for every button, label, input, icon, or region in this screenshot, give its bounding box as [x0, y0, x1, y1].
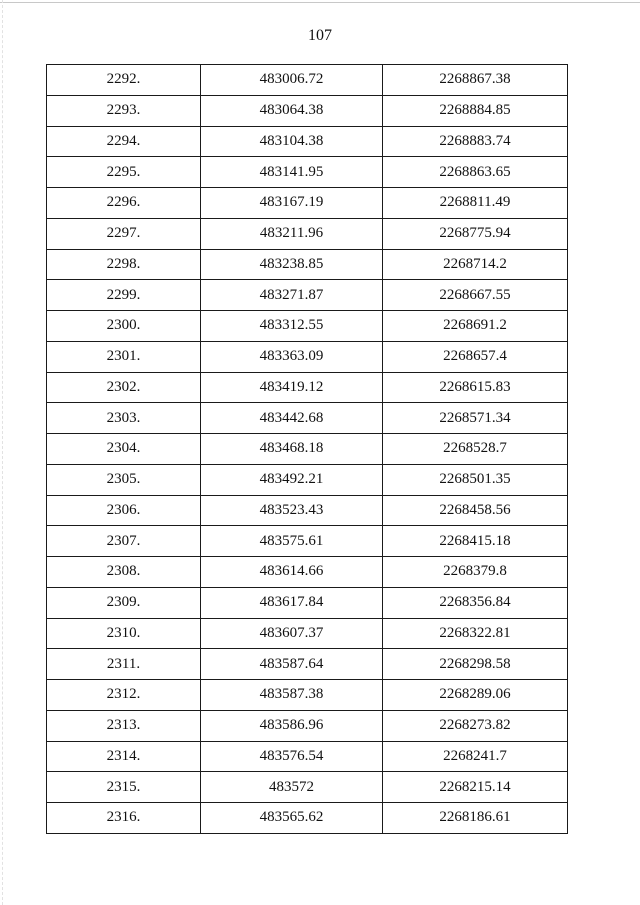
x-coordinate-cell: 483614.66: [201, 557, 383, 588]
table-row: [47, 587, 568, 618]
point-number-cell: 2296.: [47, 188, 201, 219]
x-coordinate-cell: 483141.95: [201, 157, 383, 188]
coordinates-table-body: [47, 65, 568, 834]
table-row: [47, 557, 568, 588]
y-coordinate-cell: 2268883.74: [383, 126, 568, 157]
point-number-cell: 2316.: [47, 803, 201, 834]
x-coordinate-cell: 483492.21: [201, 464, 383, 495]
table-row: [47, 188, 568, 219]
point-number-cell: 2308.: [47, 557, 201, 588]
y-coordinate-cell: 2268322.81: [383, 618, 568, 649]
table-row: [47, 341, 568, 372]
x-coordinate-cell: 483586.96: [201, 710, 383, 741]
y-coordinate-cell: 2268657.4: [383, 341, 568, 372]
table-row: [47, 618, 568, 649]
table-row: [47, 126, 568, 157]
coordinates-table: [46, 64, 568, 834]
point-number-cell: 2294.: [47, 126, 201, 157]
table-row: [47, 772, 568, 803]
y-coordinate-cell: 2268215.14: [383, 772, 568, 803]
x-coordinate-cell: 483565.62: [201, 803, 383, 834]
point-number-cell: 2307.: [47, 526, 201, 557]
table-row: [47, 372, 568, 403]
table-row: [47, 434, 568, 465]
y-coordinate-cell: 2268528.7: [383, 434, 568, 465]
x-coordinate-cell: 483271.87: [201, 280, 383, 311]
table-row: [47, 95, 568, 126]
y-coordinate-cell: 2268501.35: [383, 464, 568, 495]
scan-edge-left: [2, 0, 3, 905]
table-row: [47, 649, 568, 680]
table-row: [47, 680, 568, 711]
x-coordinate-cell: 483363.09: [201, 341, 383, 372]
y-coordinate-cell: 2268298.58: [383, 649, 568, 680]
point-number-cell: 2292.: [47, 65, 201, 96]
point-number-cell: 2301.: [47, 341, 201, 372]
table-row: [47, 65, 568, 96]
x-coordinate-cell: 483587.64: [201, 649, 383, 680]
x-coordinate-cell: 483167.19: [201, 188, 383, 219]
point-number-cell: 2302.: [47, 372, 201, 403]
x-coordinate-cell: 483607.37: [201, 618, 383, 649]
x-coordinate-cell: 483104.38: [201, 126, 383, 157]
x-coordinate-cell: 483312.55: [201, 311, 383, 342]
x-coordinate-cell: 483419.12: [201, 372, 383, 403]
point-number-cell: 2304.: [47, 434, 201, 465]
table-row: [47, 311, 568, 342]
point-number-cell: 2314.: [47, 741, 201, 772]
y-coordinate-cell: 2268863.65: [383, 157, 568, 188]
x-coordinate-cell: 483006.72: [201, 65, 383, 96]
x-coordinate-cell: 483468.18: [201, 434, 383, 465]
y-coordinate-cell: 2268379.8: [383, 557, 568, 588]
x-coordinate-cell: 483617.84: [201, 587, 383, 618]
y-coordinate-cell: 2268691.2: [383, 311, 568, 342]
point-number-cell: 2295.: [47, 157, 201, 188]
point-number-cell: 2297.: [47, 218, 201, 249]
y-coordinate-cell: 2268273.82: [383, 710, 568, 741]
table-row: [47, 464, 568, 495]
y-coordinate-cell: 2268775.94: [383, 218, 568, 249]
x-coordinate-cell: 483576.54: [201, 741, 383, 772]
y-coordinate-cell: 2268867.38: [383, 65, 568, 96]
scan-edge-top: [0, 2, 640, 3]
y-coordinate-cell: 2268356.84: [383, 587, 568, 618]
point-number-cell: 2310.: [47, 618, 201, 649]
page-number: 107: [308, 27, 332, 44]
table-row: [47, 403, 568, 434]
point-number-cell: 2298.: [47, 249, 201, 280]
point-number-cell: 2306.: [47, 495, 201, 526]
table-row: [47, 157, 568, 188]
table-row: [47, 803, 568, 834]
x-coordinate-cell: 483211.96: [201, 218, 383, 249]
point-number-cell: 2309.: [47, 587, 201, 618]
table-row: [47, 495, 568, 526]
y-coordinate-cell: 2268289.06: [383, 680, 568, 711]
x-coordinate-cell: 483523.43: [201, 495, 383, 526]
point-number-cell: 2303.: [47, 403, 201, 434]
y-coordinate-cell: 2268186.61: [383, 803, 568, 834]
y-coordinate-cell: 2268241.7: [383, 741, 568, 772]
y-coordinate-cell: 2268415.18: [383, 526, 568, 557]
x-coordinate-cell: 483064.38: [201, 95, 383, 126]
x-coordinate-cell: 483442.68: [201, 403, 383, 434]
table-row: [47, 526, 568, 557]
point-number-cell: 2293.: [47, 95, 201, 126]
x-coordinate-cell: 483238.85: [201, 249, 383, 280]
point-number-cell: 2305.: [47, 464, 201, 495]
point-number-cell: 2300.: [47, 311, 201, 342]
y-coordinate-cell: 2268458.56: [383, 495, 568, 526]
table-row: [47, 280, 568, 311]
x-coordinate-cell: 483587.38: [201, 680, 383, 711]
y-coordinate-cell: 2268615.83: [383, 372, 568, 403]
table-row: [47, 249, 568, 280]
point-number-cell: 2315.: [47, 772, 201, 803]
y-coordinate-cell: 2268571.34: [383, 403, 568, 434]
point-number-cell: 2311.: [47, 649, 201, 680]
table-row: [47, 741, 568, 772]
x-coordinate-cell: 483575.61: [201, 526, 383, 557]
point-number-cell: 2313.: [47, 710, 201, 741]
y-coordinate-cell: 2268714.2: [383, 249, 568, 280]
y-coordinate-cell: 2268884.85: [383, 95, 568, 126]
y-coordinate-cell: 2268667.55: [383, 280, 568, 311]
y-coordinate-cell: 2268811.49: [383, 188, 568, 219]
table-row: [47, 710, 568, 741]
point-number-cell: 2299.: [47, 280, 201, 311]
point-number-cell: 2312.: [47, 680, 201, 711]
table-row: [47, 218, 568, 249]
x-coordinate-cell: 483572: [201, 772, 383, 803]
